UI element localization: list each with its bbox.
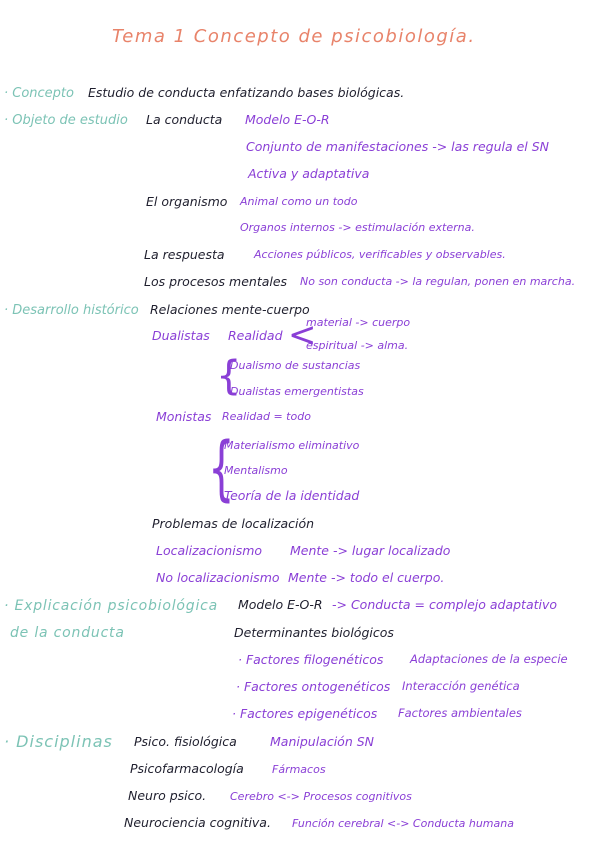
problemas-text: Problemas de localización	[152, 516, 315, 531]
realidad-todo-text: Realidad = todo	[222, 410, 311, 423]
psicofarmacologia-text: Fármacos	[272, 763, 326, 776]
determinantes-text: Determinantes biológicos	[234, 625, 394, 640]
organos-text: Organos internos -> estimulación externa.	[240, 221, 475, 234]
dualistas-label: Dualistas	[152, 328, 210, 343]
brace-dualistas: {	[216, 353, 242, 399]
section-label-concepto: · Concepto	[4, 86, 74, 101]
respuesta-label: La respuesta	[144, 247, 225, 262]
dualistas-emergentistas: Dualistas emergentistas	[230, 385, 364, 398]
neuropsico-text: Cerebro <-> Procesos cognitivos	[230, 790, 412, 803]
neurociencia-label: Neurociencia cognitiva.	[124, 815, 271, 830]
psicofarmacologia-label: Psicofarmacología	[130, 761, 244, 776]
mentalismo-text: Mentalismo	[224, 464, 288, 477]
material-text: material -> cuerpo	[306, 316, 411, 329]
psicofisiologica-label: Psico. fisiológica	[134, 734, 237, 749]
neurociencia-text: Función cerebral <-> Conducta humana	[292, 817, 514, 830]
dualismo-sustancias: Dualismo de sustancias	[230, 359, 361, 372]
materialismo-text: Materialismo eliminativo	[224, 439, 360, 452]
section-label-explicacion-1: · Explicación psicobiológica	[4, 598, 219, 614]
section-label-desarrollo: · Desarrollo histórico	[4, 303, 139, 318]
section-label-explicacion-2: de la conducta	[10, 625, 125, 641]
factores-filogeneticos-text: Adaptaciones de la especie	[410, 652, 568, 666]
factores-epigeneticos-text: Factores ambientales	[398, 706, 522, 720]
teoria-text: Teoría de la identidad	[224, 488, 360, 503]
factores-epigeneticos: · Factores epigenéticos	[232, 706, 378, 721]
monistas-label: Monistas	[156, 409, 212, 424]
neuropsico-label: Neuro psico.	[128, 788, 207, 803]
organismo-label: El organismo	[146, 194, 228, 209]
localizacionismo-text: Mente -> lugar localizado	[290, 543, 451, 558]
section-label-objeto: · Objeto de estudio	[4, 113, 128, 128]
concepto-text: Estudio de conducta enfatizando bases biológicas.	[88, 85, 405, 100]
no-localizacionismo-text: Mente -> todo el cuerpo.	[288, 570, 445, 585]
espiritual-text: espiritual -> alma.	[306, 339, 409, 352]
section-label-disciplinas: · Disciplinas	[4, 732, 113, 751]
realidad-label: Realidad	[228, 328, 283, 343]
procesos-label: Los procesos mentales	[144, 274, 288, 289]
acciones-text: Acciones públicos, verificables y observables.	[254, 248, 506, 261]
explicacion-modelo-text: -> Conducta = complejo adaptativo	[332, 597, 558, 612]
psicofisiologica-text: Manipulación SN	[270, 734, 375, 749]
animal-text: Animal como un todo	[240, 195, 358, 208]
conjunto-text: Conjunto de manifestaciones -> las regula el SN	[246, 139, 550, 154]
localizacionismo-label: Localizacionismo	[156, 543, 263, 558]
conducta-label: La conducta	[146, 112, 223, 127]
activa-text: Activa y adaptativa	[248, 166, 370, 181]
relaciones-text: Relaciones mente-cuerpo	[150, 302, 310, 317]
explicacion-modelo: Modelo E-O-R	[238, 597, 323, 612]
no-son-text: No son conducta -> la regulan, ponen en marcha.	[300, 275, 576, 288]
factores-filogeneticos: · Factores filogenéticos	[238, 652, 384, 667]
modelo-eor: Modelo E-O-R	[245, 112, 330, 127]
brace-realidad: <	[288, 315, 317, 355]
page-title: Tema 1 Concepto de psicobiología.	[112, 26, 476, 47]
factores-ontogeneticos: · Factores ontogenéticos	[236, 679, 391, 694]
brace-monistas: {	[208, 427, 235, 509]
no-localizacionismo-label: No localizacionismo	[156, 570, 280, 585]
factores-ontogeneticos-text: Interacción genética	[402, 679, 520, 693]
